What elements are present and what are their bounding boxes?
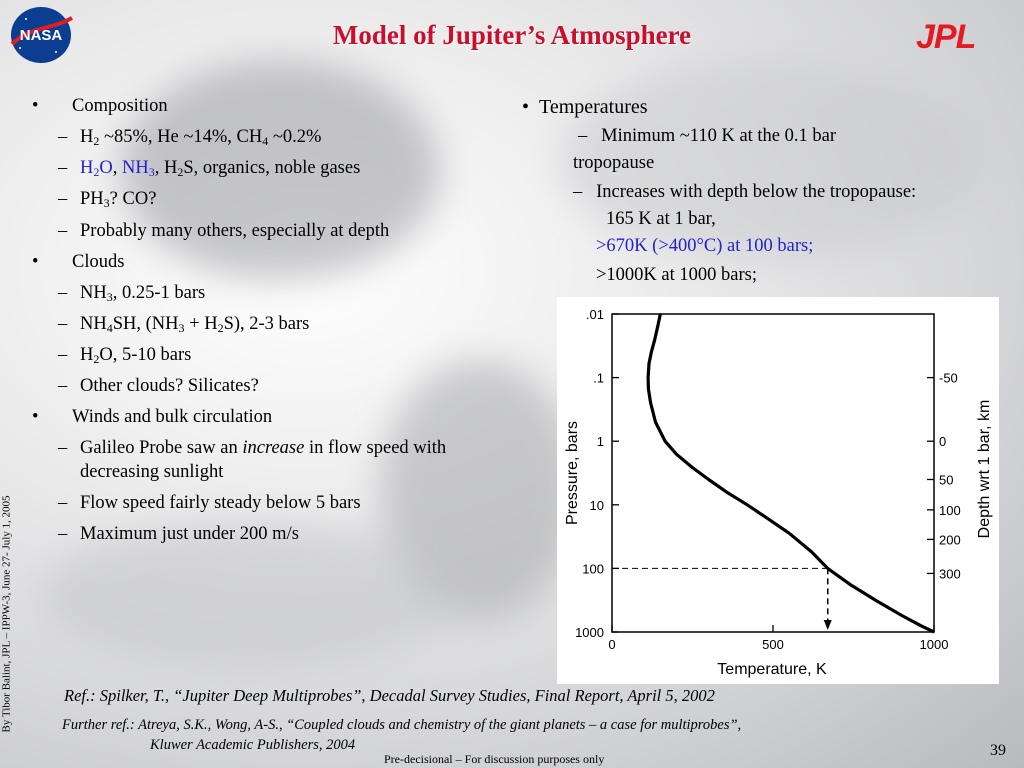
item-670k: >670K (>400°C) at 100 bars; [596, 236, 814, 256]
reference-atreya: Further ref.: Atreya, S.K., Wong, A-S., “Coupled clouds and chemistry of the giant planets – a case for multiprobes”, Kluwer Academic Publishers, 2004 [62, 717, 742, 753]
x-tick-label: 500 [762, 637, 784, 652]
item-ph3-co: – $PH_3$? CO? [30, 188, 480, 211]
item-nh4sh-cloud: – $NH_4SH$, $(NH_3 + H_2S)$, 2-3 bars [30, 313, 480, 336]
bullet-winds: • Winds and bulk circulation [30, 406, 480, 429]
y-tick-label: 1 [596, 434, 604, 450]
item-other-clouds: – Other clouds? Silicates? [30, 375, 480, 398]
item-others: – Probably many others, especially at depth [30, 220, 480, 243]
temperature-pressure-chart [557, 297, 999, 684]
y-tick-label: .01 [585, 307, 604, 322]
bullet-composition: • Composition [30, 95, 480, 118]
bullet-clouds: • Clouds [30, 251, 480, 274]
y2-tick-label: 200 [939, 532, 961, 548]
y-tick-label: 100 [582, 561, 604, 577]
y-tick-label: 10 [589, 497, 604, 513]
y2-tick-label: 0 [939, 434, 947, 450]
jpl-logo: JPL [916, 18, 976, 56]
item-main-gases: – $H_2$ ~85%, He ~14%, $CH_4$ ~0.2% [30, 126, 480, 149]
plot-frame [612, 314, 934, 632]
y2-axis-label: Depth wrt 1 bar, km [976, 399, 993, 539]
x-tick-label: 1000 [919, 637, 949, 652]
y2-tick-label: 100 [939, 502, 961, 518]
item-nh3-cloud: – $NH_3$, 0.25-1 bars [30, 282, 480, 305]
y2-tick-label: 300 [939, 566, 961, 582]
item-max-speed: – Maximum just under 200 m/s [30, 523, 480, 546]
x-axis-label: Temperature, K [717, 661, 827, 678]
y-axis-label: Pressure, bars [564, 420, 581, 526]
item-tropopause: tropopause [573, 153, 655, 173]
y2-tick-label: 50 [939, 472, 954, 488]
y2-tick-label: -50 [939, 370, 958, 386]
x-tick-label: 0 [608, 637, 616, 652]
y-tick-label: 1000 [575, 625, 604, 640]
item-galileo-probe: – Galileo Probe saw an increase in flow speed with decreasing sunlight [30, 437, 480, 483]
page-number: 39 [990, 742, 1006, 759]
footer-disclaimer: Pre-decisional – For discussion purposes only [384, 752, 605, 766]
sidebar-credit: By Tibor Balint, JPL – IPPW-3, June 27- July 1, 2005 [0, 495, 13, 733]
item-165k: 165 K at 1 bar, [606, 209, 716, 229]
item-1000k: >1000K at 1000 bars; [596, 265, 757, 285]
left-bullet-list [30, 95, 480, 554]
chart-svg [557, 297, 999, 684]
item-h2o-cloud: – $H_2O$, 5-10 bars [30, 344, 480, 367]
slide-title: Model of Jupiter’s Atmosphere [332, 20, 692, 50]
y-tick-label: .1 [593, 370, 604, 386]
svg-text:NASA: NASA [19, 27, 63, 44]
item-trace-species: – $H_2O$, $NH_3$, $H_2S$, organics, noble gases [30, 157, 480, 180]
item-temp-increase: – Increases with depth below the tropopause: [573, 182, 917, 202]
item-minimum-temp: – Minimum ~110 K at the 0.1 bar [578, 126, 837, 146]
reference-spilker: Ref.: Spilker, T., “Jupiter Deep Multiprobes”, Decadal Survey Studies, Final Report, April 5, 2002 [64, 686, 715, 705]
bullet-temperatures: • Temperatures [522, 96, 648, 118]
item-flow-steady: – Flow speed fairly steady below 5 bars [30, 492, 480, 515]
